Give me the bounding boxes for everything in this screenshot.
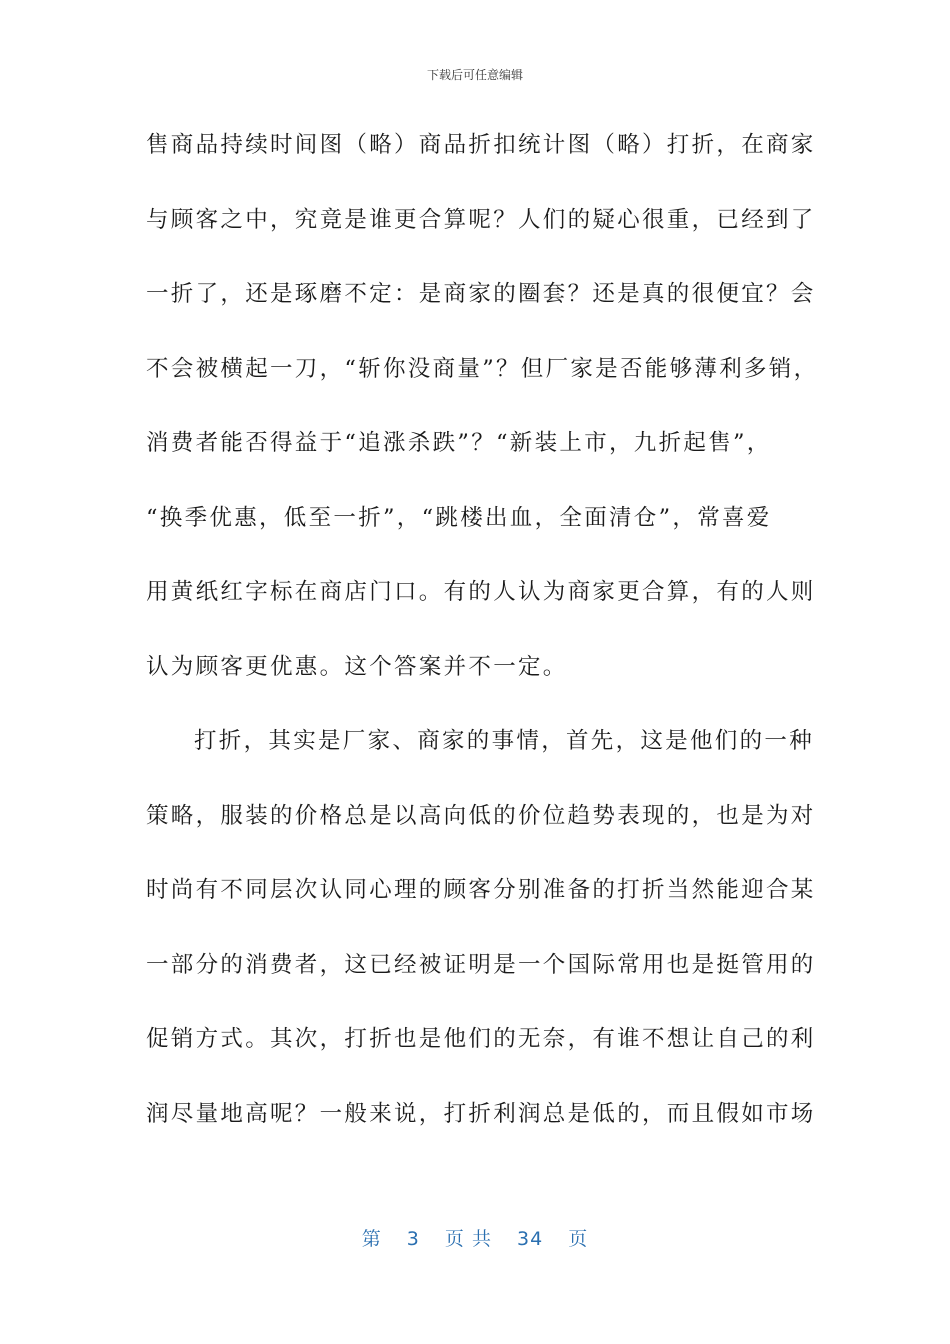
footer-total-pages: 34 [517, 1228, 544, 1250]
page-header-note: 下载后可任意编辑 [426, 68, 523, 82]
text-line: 一部分的消费者，这已经被证明是一个国际常用也是挺管用的 [146, 951, 816, 978]
text-line: 润尽量地高呢？一般来说，打折利润总是低的，而且假如市场 [146, 1100, 816, 1127]
footer-middle: 页 共 [444, 1228, 492, 1250]
paragraph-start-line: 打折，其实是厂家、商家的事情，首先，这是他们的一种 [194, 728, 815, 754]
text-line: 一折了，还是琢磨不定：是商家的圈套？还是真的很便宜？会 [146, 281, 816, 307]
text-line: 用黄纸红字标在商店门口。有的人认为商家更合算，有的人则 [146, 579, 816, 605]
footer-suffix: 页 [568, 1228, 589, 1250]
text-line: “换季优惠，低至一折”，“跳楼出血，全面清仓”，常喜爱 [146, 504, 772, 531]
text-line: 促销方式。其次，打折也是他们的无奈，有谁不想让自己的利 [146, 1026, 816, 1052]
footer-page-number: 3 [406, 1228, 420, 1250]
text-line: 时尚有不同层次认同心理的顾客分别准备的打折当然能迎合某 [146, 877, 816, 903]
text-line: 消费者能否得益于“追涨杀跌”？“新装上市，九折起售”， [146, 430, 772, 456]
footer-prefix: 第 [361, 1228, 382, 1250]
text-line: 不会被横起一刀，“斩你没商量”？但厂家是否能够薄利多销， [146, 355, 819, 382]
page-footer [0, 1224, 950, 1251]
document-body [146, 120, 819, 1163]
text-line: 与顾客之中，究竟是谁更合算呢？人们的疑心很重，已经到了 [146, 206, 816, 233]
text-line: 售商品持续时间图（略）商品折扣统计图（略）打折，在商家 [146, 132, 816, 158]
text-line: 认为顾客更优惠。这个答案并不一定。 [146, 653, 568, 680]
text-line: 策略，服装的价格总是以高向低的价位趋势表现的，也是为对 [146, 802, 816, 829]
